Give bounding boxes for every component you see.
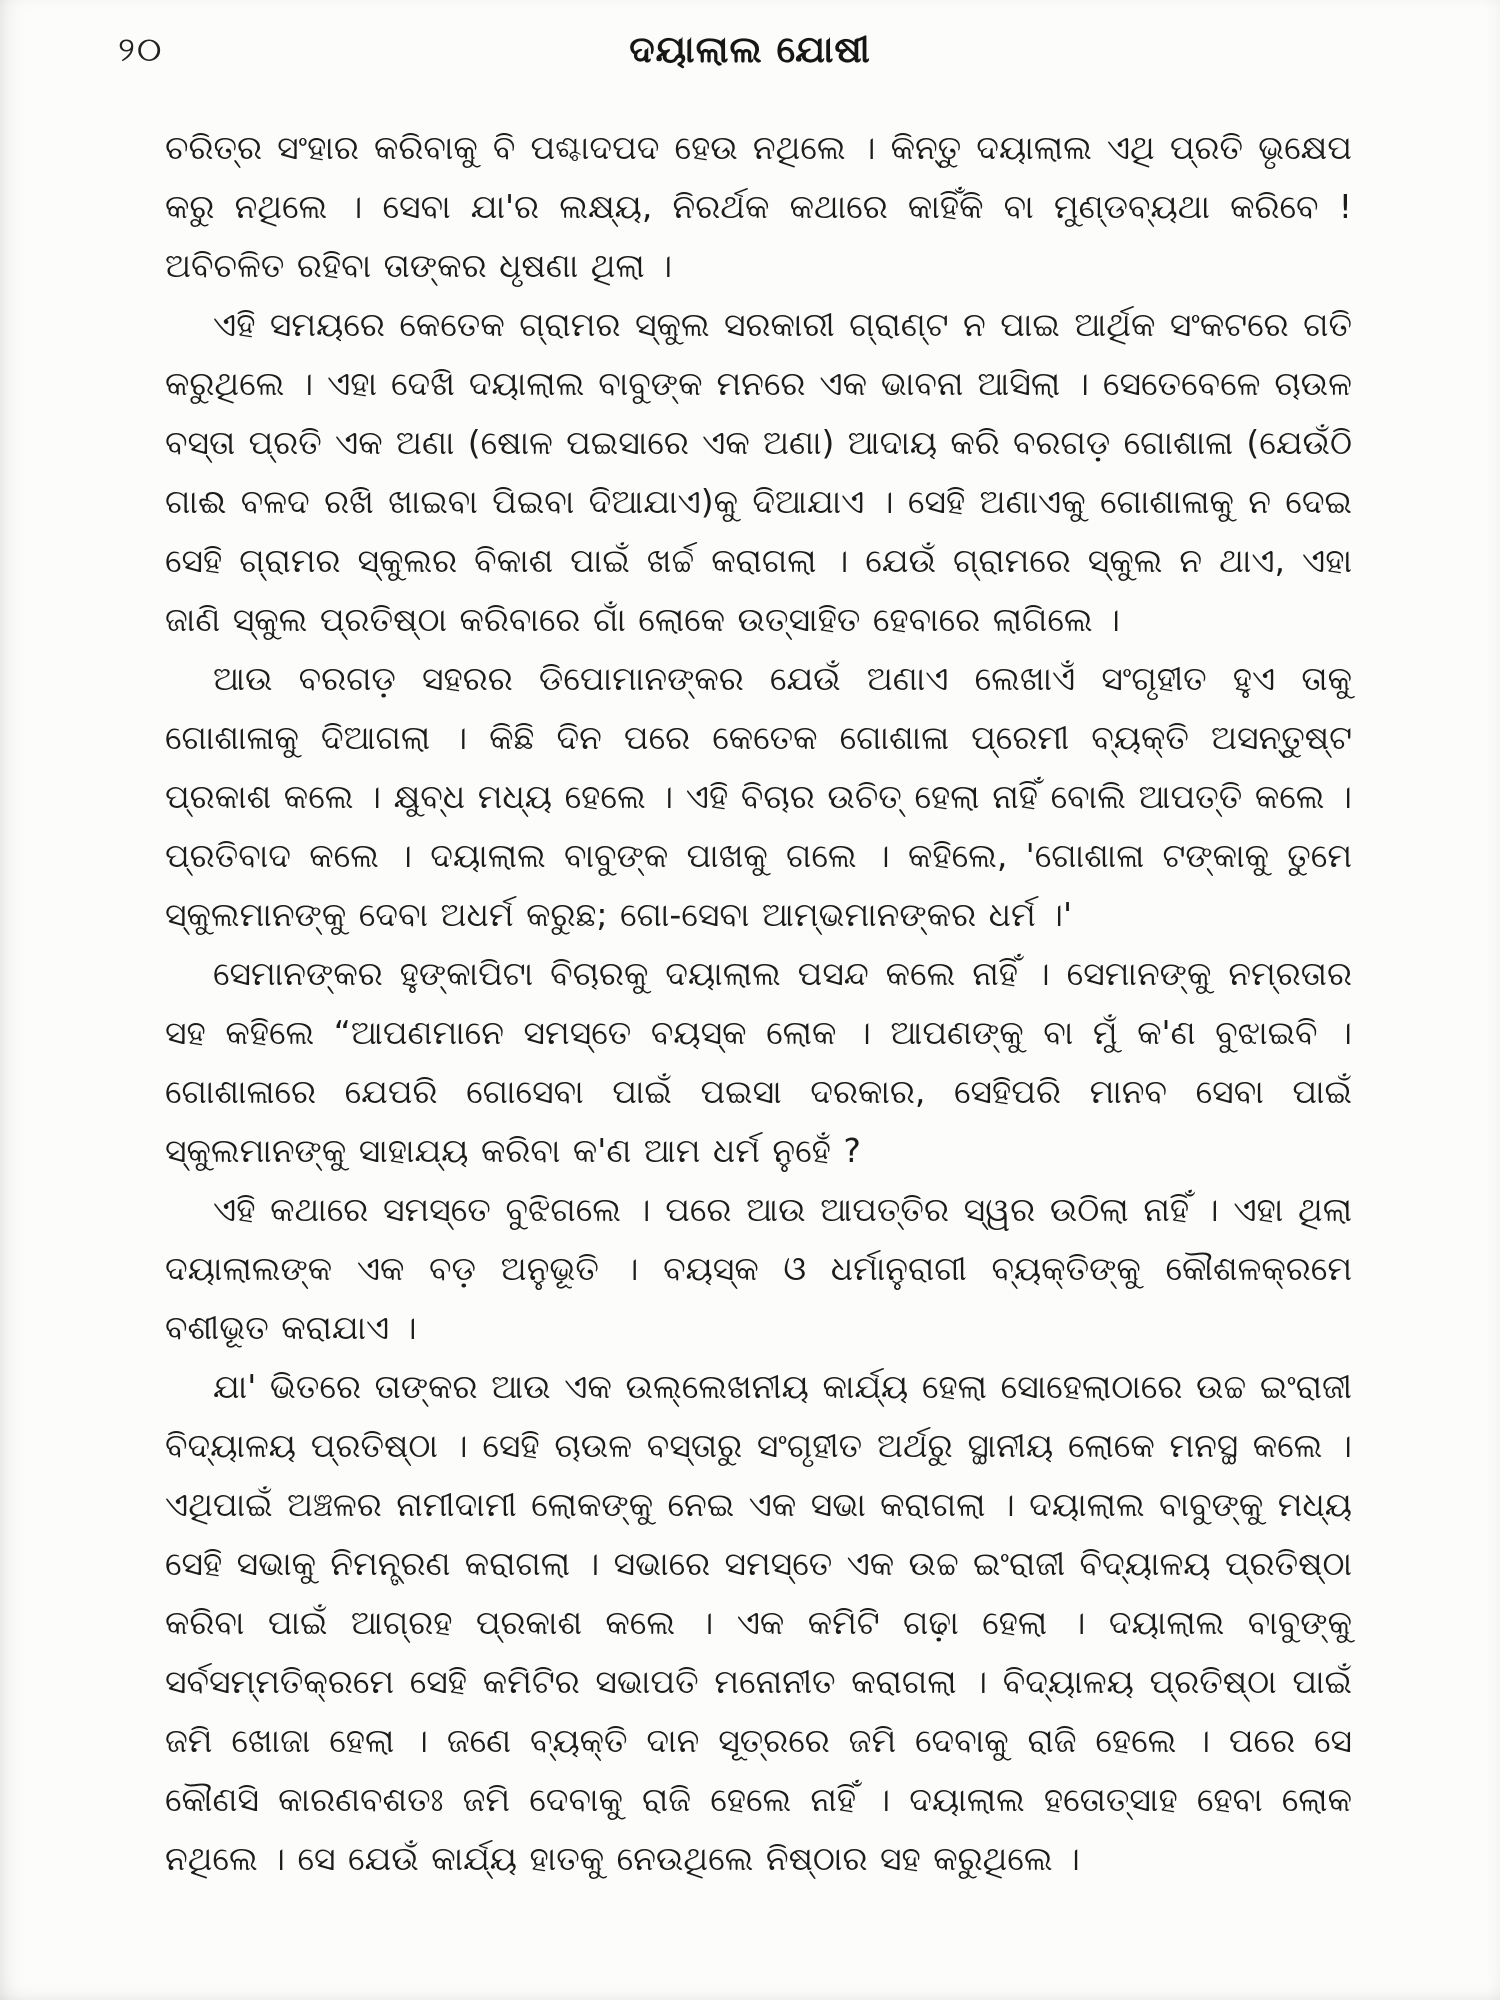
paragraph: ଚରିତ୍ର ସଂହାର କରିବାକୁ ବି ପଶ୍ଚାଦପଦ ହେଉ ନଥିଲେ । କିନ୍ତୁ ଦୟାଲାଲ ଏଥି ପ୍ରତି ଭୃକ୍ଷେପ କରୁ ନଥିଲେ । ସେବା ଯା'ର ଲକ୍ଷ୍ୟ, ନିରର୍ଥକ କଥାରେ କାହିଁକି ବା ମୁଣ୍ଡବ୍ୟଥା କରିବେ ! ଅବିଚଳିତ ରହିବା ତାଙ୍କର ଧୃଷଣା ଥିଲା ।: [165, 128, 1352, 285]
page-title: ଦୟାଲାଲ ଯୋଷୀ: [629, 28, 871, 71]
paragraph: ଏହି କଥାରେ ସମସ୍ତେ ବୁଝିଗଲେ । ପରେ ଆଉ ଆପତ୍ତିର ସ୍ୱର ଉଠିଲା ନାହିଁ । ଏହା ଥିଲା ଦୟାଲାଲଙ୍କ ଏକ ବଡ଼ ଅନୁଭୂତି । ବୟସ୍କ ଓ ଧର୍ମାନୁରାଗୀ ବ୍ୟକ୍ତିଙ୍କୁ କୌଶଳକ୍ରମେ ବଶୀଭୂତ କରାଯାଏ ।: [165, 1190, 1352, 1347]
paragraph: ଆଉ ବରଗଡ଼ ସହରର ଡିପୋମାନଙ୍କର ଯେଉଁ ଅଣାଏ ଲେଖାଏଁ ସଂଗୃହୀତ ହୁଏ ତାକୁ ଗୋଶାଳାକୁ ଦିଆଗଲା । କିଛି ଦିନ ପରେ କେତେକ ଗୋଶାଳା ପ୍ରେମୀ ବ୍ୟକ୍ତି ଅସନ୍ତୁଷ୍ଟ ପ୍ରକାଶ କଲେ । କ୍ଷୁବ୍ଧ ମଧ୍ୟ ହେଲେ । ଏହି ବିଚାର ଉଚିତ୍ ହେଲା ନାହିଁ ବୋଲି ଆପତ୍ତି କଲେ । ପ୍ରତିବାଦ କଲେ । ଦୟାଲାଲ ବାବୁଙ୍କ ପାଖକୁ ଗଲେ । କହିଲେ, 'ଗୋଶାଳା ଟଙ୍କାକୁ ତୁମେ ସ୍କୁଲମାନଙ୍କୁ ଦେବା ଅଧର୍ମ କରୁଛ; ଗୋ-ସେବା ଆମ୍ଭମାନଙ୍କର ଧର୍ମ ।': [165, 659, 1352, 934]
page-header: [0, 0, 1500, 92]
paragraph: ଏହି ସମୟରେ କେତେକ ଗ୍ରାମର ସ୍କୁଲ ସରକାରୀ ଗ୍ରାଣ୍ଟ ନ ପାଇ ଆର୍ଥିକ ସଂକଟରେ ଗତି କରୁଥିଲେ । ଏହା ଦେଖି ଦୟାଲାଲ ବାବୁଙ୍କ ମନରେ ଏକ ଭାବନା ଆସିଲା । ସେତେବେଳେ ଚାଉଳ ବସ୍ତା ପ୍ରତି ଏକ ଅଣା (ଷୋଳ ପଇସାରେ ଏକ ଅଣା) ଆଦାୟ କରି ବରଗଡ଼ ଗୋଶାଳା (ଯେଉଁଠି ଗାଈ ବଳଦ ରଖି ଖାଇବା ପିଇବା ଦିଆଯାଏ)କୁ ଦିଆଯାଏ । ସେହି ଅଣାଏକୁ ଗୋଶାଳାକୁ ନ ଦେଇ ସେହି ଗ୍ରାମର ସ୍କୁଲର ବିକାଶ ପାଇଁ ଖର୍ଚ୍ଚ କରାଗଲା । ଯେଉଁ ଗ୍ରାମରେ ସ୍କୁଲ ନ ଥାଏ, ଏହା ଜାଣି ସ୍କୁଲ ପ୍ରତିଷ୍ଠା କରିବାରେ ଗାଁ ଲୋକେ ଉତ୍ସାହିତ ହେବାରେ ଲାଗିଲେ ।: [165, 305, 1352, 639]
page-number: ୨୦: [118, 30, 164, 70]
paragraph: ଯା' ଭିତରେ ତାଙ୍କର ଆଉ ଏକ ଉଲ୍ଲେଖନୀୟ କାର୍ଯ୍ୟ ହେଲା ସୋହେଲାଠାରେ ଉଚ୍ଚ ଇଂରାଜୀ ବିଦ୍ୟାଳୟ ପ୍ରତିଷ୍ଠା । ସେହି ଚାଉଳ ବସ୍ତାରୁ ସଂଗୃହୀତ ଅର୍ଥରୁ ସ୍ଥାନୀୟ ଲୋକେ ମନସ୍ଥ କଲେ । ଏଥିପାଇଁ ଅଞ୍ଚଳର ନାମୀଦାମୀ ଲୋକଙ୍କୁ ନେଇ ଏକ ସଭା କରାଗଲା । ଦୟାଲାଲ ବାବୁଙ୍କୁ ମଧ୍ୟ ସେହି ସଭାକୁ ନିମନ୍ତ୍ରଣ କରାଗଲା । ସଭାରେ ସମସ୍ତେ ଏକ ଉଚ୍ଚ ଇଂରାଜୀ ବିଦ୍ୟାଳୟ ପ୍ରତିଷ୍ଠା କରିବା ପାଇଁ ଆଗ୍ରହ ପ୍ରକାଶ କଲେ । ଏକ କମିଟି ଗଢ଼ା ହେଲା । ଦୟାଲାଲ ବାବୁଙ୍କୁ ସର୍ବସମ୍ମତିକ୍ରମେ ସେହି କମିଟିର ସଭାପତି ମନୋନୀତ କରାଗଲା । ବିଦ୍ୟାଳୟ ପ୍ରତିଷ୍ଠା ପାଇଁ ଜମି ଖୋଜା ହେଲା । ଜଣେ ବ୍ୟକ୍ତି ଦାନ ସୂତ୍ରରେ ଜମି ଦେବାକୁ ରାଜି ହେଲେ । ପରେ ସେ କୌଣସି କାରଣବଶତଃ ଜମି ଦେବାକୁ ରାଜି ହେଲେ ନାହିଁ । ଦୟାଲାଲ ହତୋତ୍ସାହ ହେବା ଲୋକ ନଥିଲେ । ସେ ଯେଉଁ କାର୍ଯ୍ୟ ହାତକୁ ନେଉଥିଲେ ନିଷ୍ଠାର ସହ କରୁଥିଲେ ।: [165, 1367, 1352, 1878]
page-body: [0, 92, 1500, 1888]
paragraph: ସେମାନଙ୍କର ହୁଙ୍କାପିଟା ବିଚାରକୁ ଦୟାଲାଲ ପସନ୍ଦ କଲେ ନାହିଁ । ସେମାନଙ୍କୁ ନମ୍ରତାର ସହ କହିଲେ “ଆପଣମାନେ ସମସ୍ତେ ବୟସ୍କ ଲୋକ । ଆପଣଙ୍କୁ ବା ମୁଁ କ'ଣ ବୁଝାଇବି । ଗୋଶାଳାରେ ଯେପରି ଗୋସେବା ପାଇଁ ପଇସା ଦରକାର, ସେହିପରି ମାନବ ସେବା ପାଇଁ ସ୍କୁଲମାନଙ୍କୁ ସାହାଯ୍ୟ କରିବା କ'ଣ ଆମ ଧର୍ମ ନୁହେଁ ?: [165, 954, 1352, 1170]
